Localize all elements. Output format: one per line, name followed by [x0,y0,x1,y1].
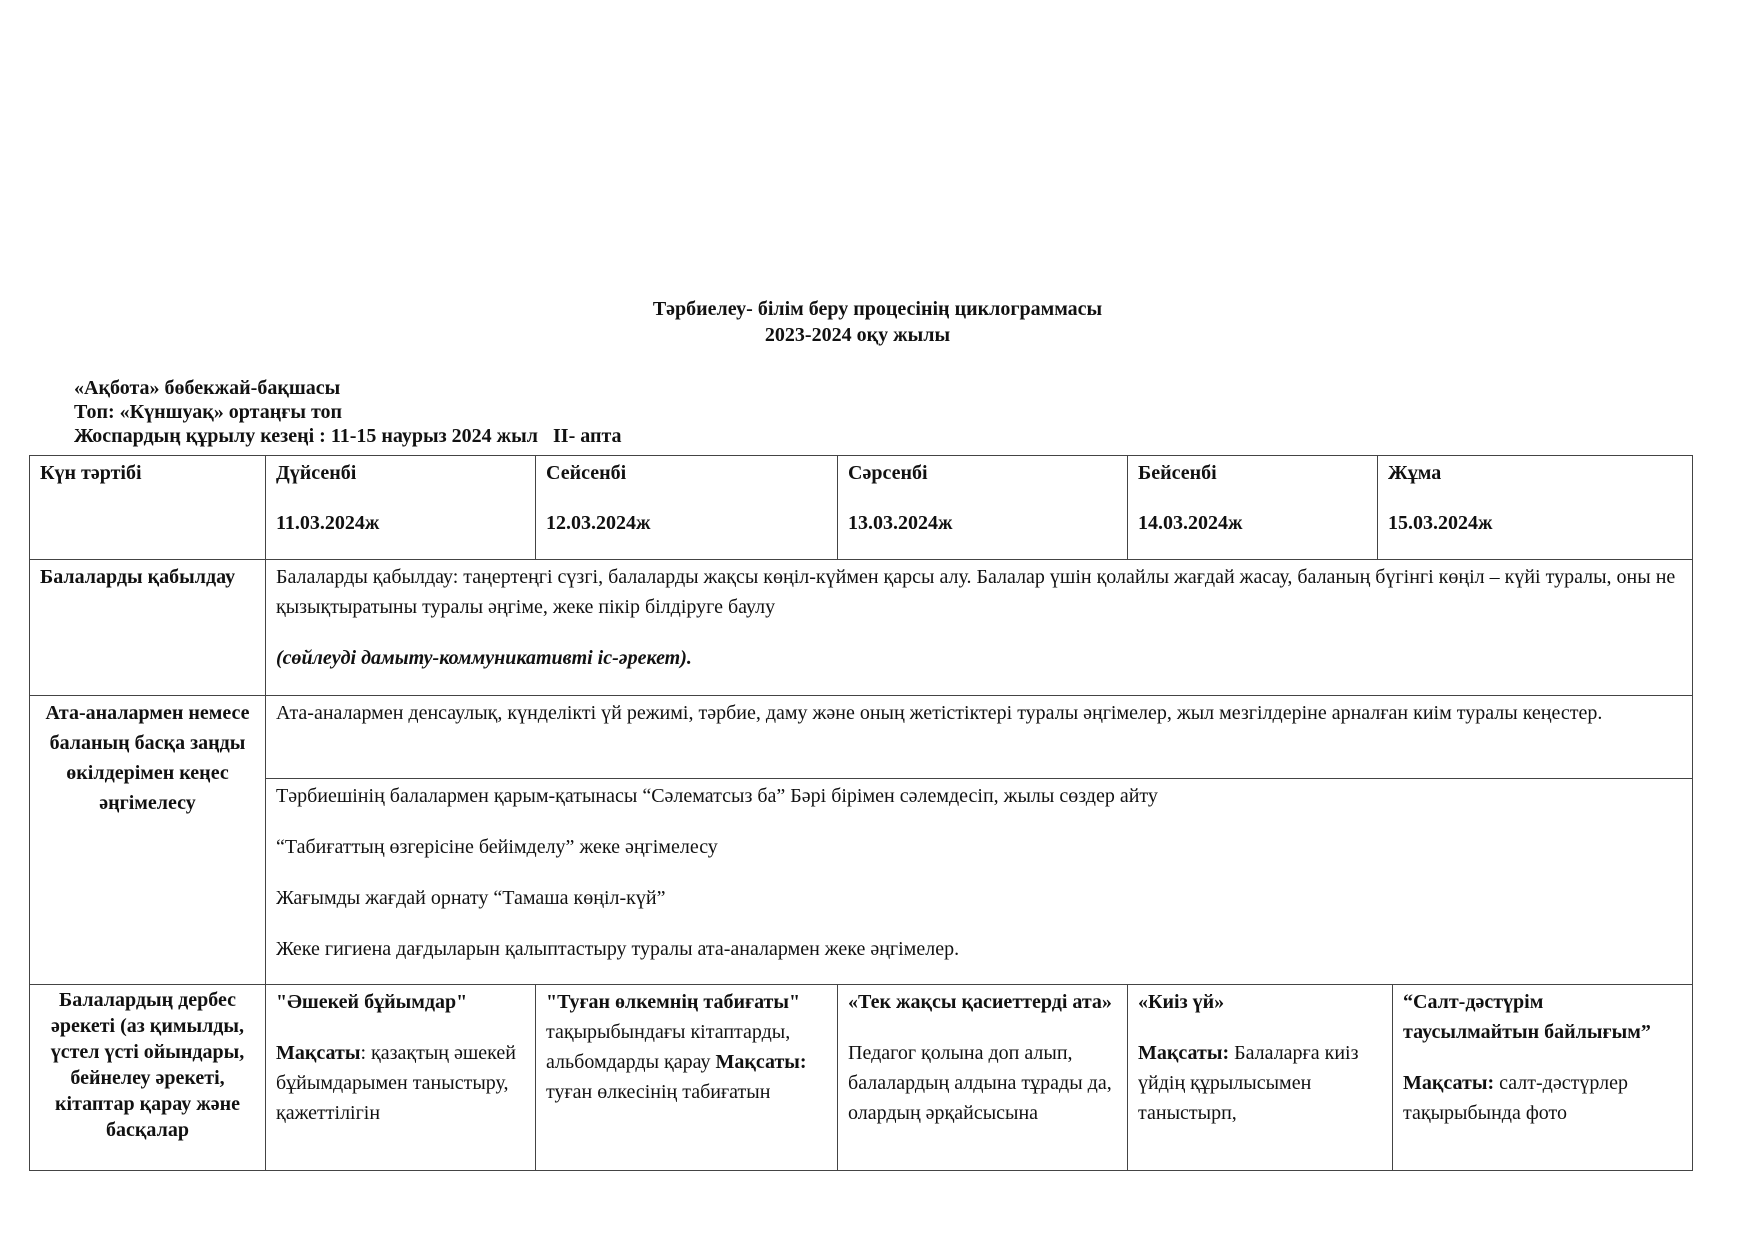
day-date: 13.03.2024ж [848,512,953,534]
parents-line: “Табиғаттың өзгерісіне бейімделу” жеке әңгімелесу [276,836,718,858]
header-day-wed [838,456,1128,560]
parents-consult-text: Ата-аналармен денсаулық, күнделікті үй режимі, тәрбие, даму және оның жетістіктері туралы әңгімелер, жыл мезгілдеріне арналған киім туралы кеңестер. [266,696,1693,779]
day-name: Жұма [1388,462,1442,484]
reception-content [266,560,1693,696]
activity-label: Балалардың дербес әрекеті (аз қимылды, үстел үсті ойындары, бейнелеу әрекеті, кітаптар қарау және басқалар [30,985,266,1171]
activity-fri [1393,985,1693,1171]
day-name: Бейсенбі [1138,462,1217,484]
goal-text: Балаларға киіз үйдің құрылысымен таныстырп, [1138,1042,1359,1124]
schedule-label: Күн тәртібі [30,456,266,560]
activity-thu [1128,985,1393,1171]
activity-title: «Киіз үй» [1138,991,1225,1013]
header-day-thu [1128,456,1378,560]
header-day-tue [536,456,838,560]
goal-label: Мақсаты: [715,1051,807,1073]
day-date: 11.03.2024ж [276,512,380,534]
parents-line: Тәрбиешінің балалармен қарым-қатынасы “Сәлематсыз ба” Бәрі бірімен сәлемдесіп, жылы сөздер айту [276,785,1158,807]
goal-text: : қазақтың әшекей бұйымдарымен таныстыру, қажеттілігін [276,1042,516,1124]
header-day-fri [1378,456,1693,560]
goal-text: салт-дәстүрлер тақырыбында фото [1403,1072,1628,1124]
document-meta [74,376,622,448]
document-title [0,296,1755,348]
goal-label: Мақсаты [276,1042,361,1064]
day-name: Сейсенбі [546,462,627,484]
day-date: 14.03.2024ж [1138,512,1243,534]
reception-note: (сөйлеуді дамыту-коммуникативті іс-әрекет). [276,647,692,669]
reception-label: Балаларды қабылдау [30,560,266,696]
title-line-2: 2023-2024 оқу жылы [764,324,951,346]
header-day-mon [266,456,536,560]
parents-label: Ата-аналармен немесе баланың басқа заңды өкілдерімен кеңес әңгімелесу [30,696,266,985]
reception-row [30,560,1693,696]
activity-tue [536,985,838,1171]
activity-title: "Туған өлкемнің табиғаты" [546,991,801,1013]
parents-row [30,696,1693,779]
goal-text: туған өлкесінің табиғатын [546,1081,771,1103]
activity-row [30,985,1693,1171]
activity-text: тақырыбындағы кітаптарды, альбомдарды қарау [546,1021,791,1073]
activity-mon [266,985,536,1171]
kindergarten-name: «Ақбота» бөбекжай-бақшасы [74,377,341,399]
activity-title: "Әшекей бұйымдар" [276,991,468,1013]
activity-title: «Тек жақсы қасиеттерді ата» [848,991,1112,1013]
parents-row-details [30,779,1693,985]
reception-text: Балаларды қабылдау: таңертеңгі сүзгі, балаларды жақсы көңіл-күймен қарсы алу. Балалар үшін қолайлы жағдай жасау, баланың бүгінгі көңіл – күйі туралы, оны не қызықтыратыны туралы әңгіме, жеке пікір білдіруге баулу [276,566,1676,618]
header-row [30,456,1693,560]
group-name: Топ: «Күншуақ» ортаңғы топ [74,401,343,423]
plan-period: Жоспардың құрылу кезеңі : 11-15 наурыз 2024 жыл ІІ- апта [74,425,622,447]
title-line-1: Тәрбиелеу- білім беру процесінің циклограммасы [652,298,1103,320]
day-name: Дүйсенбі [276,462,357,484]
parents-line: Жағымды жағдай орнату “Тамаша көңіл-күй” [276,887,666,909]
goal-label: Мақсаты: [1403,1072,1495,1094]
day-date: 12.03.2024ж [546,512,651,534]
day-name: Сәрсенбі [848,462,928,484]
goal-label: Мақсаты: [1138,1042,1230,1064]
parents-line: Жеке гигиена дағдыларын қалыптастыру туралы ата-аналармен жеке әңгімелер. [276,938,960,960]
activity-text: Педагог қолына доп алып, балалардың алдына тұрады да, олардың әрқайсысына [848,1042,1112,1124]
cyclogram-table [29,455,1693,1171]
activity-wed [838,985,1128,1171]
parents-details [266,779,1693,985]
activity-title: “Салт-дәстүрім таусылмайтын байлығым” [1403,991,1651,1043]
day-date: 15.03.2024ж [1388,512,1493,534]
